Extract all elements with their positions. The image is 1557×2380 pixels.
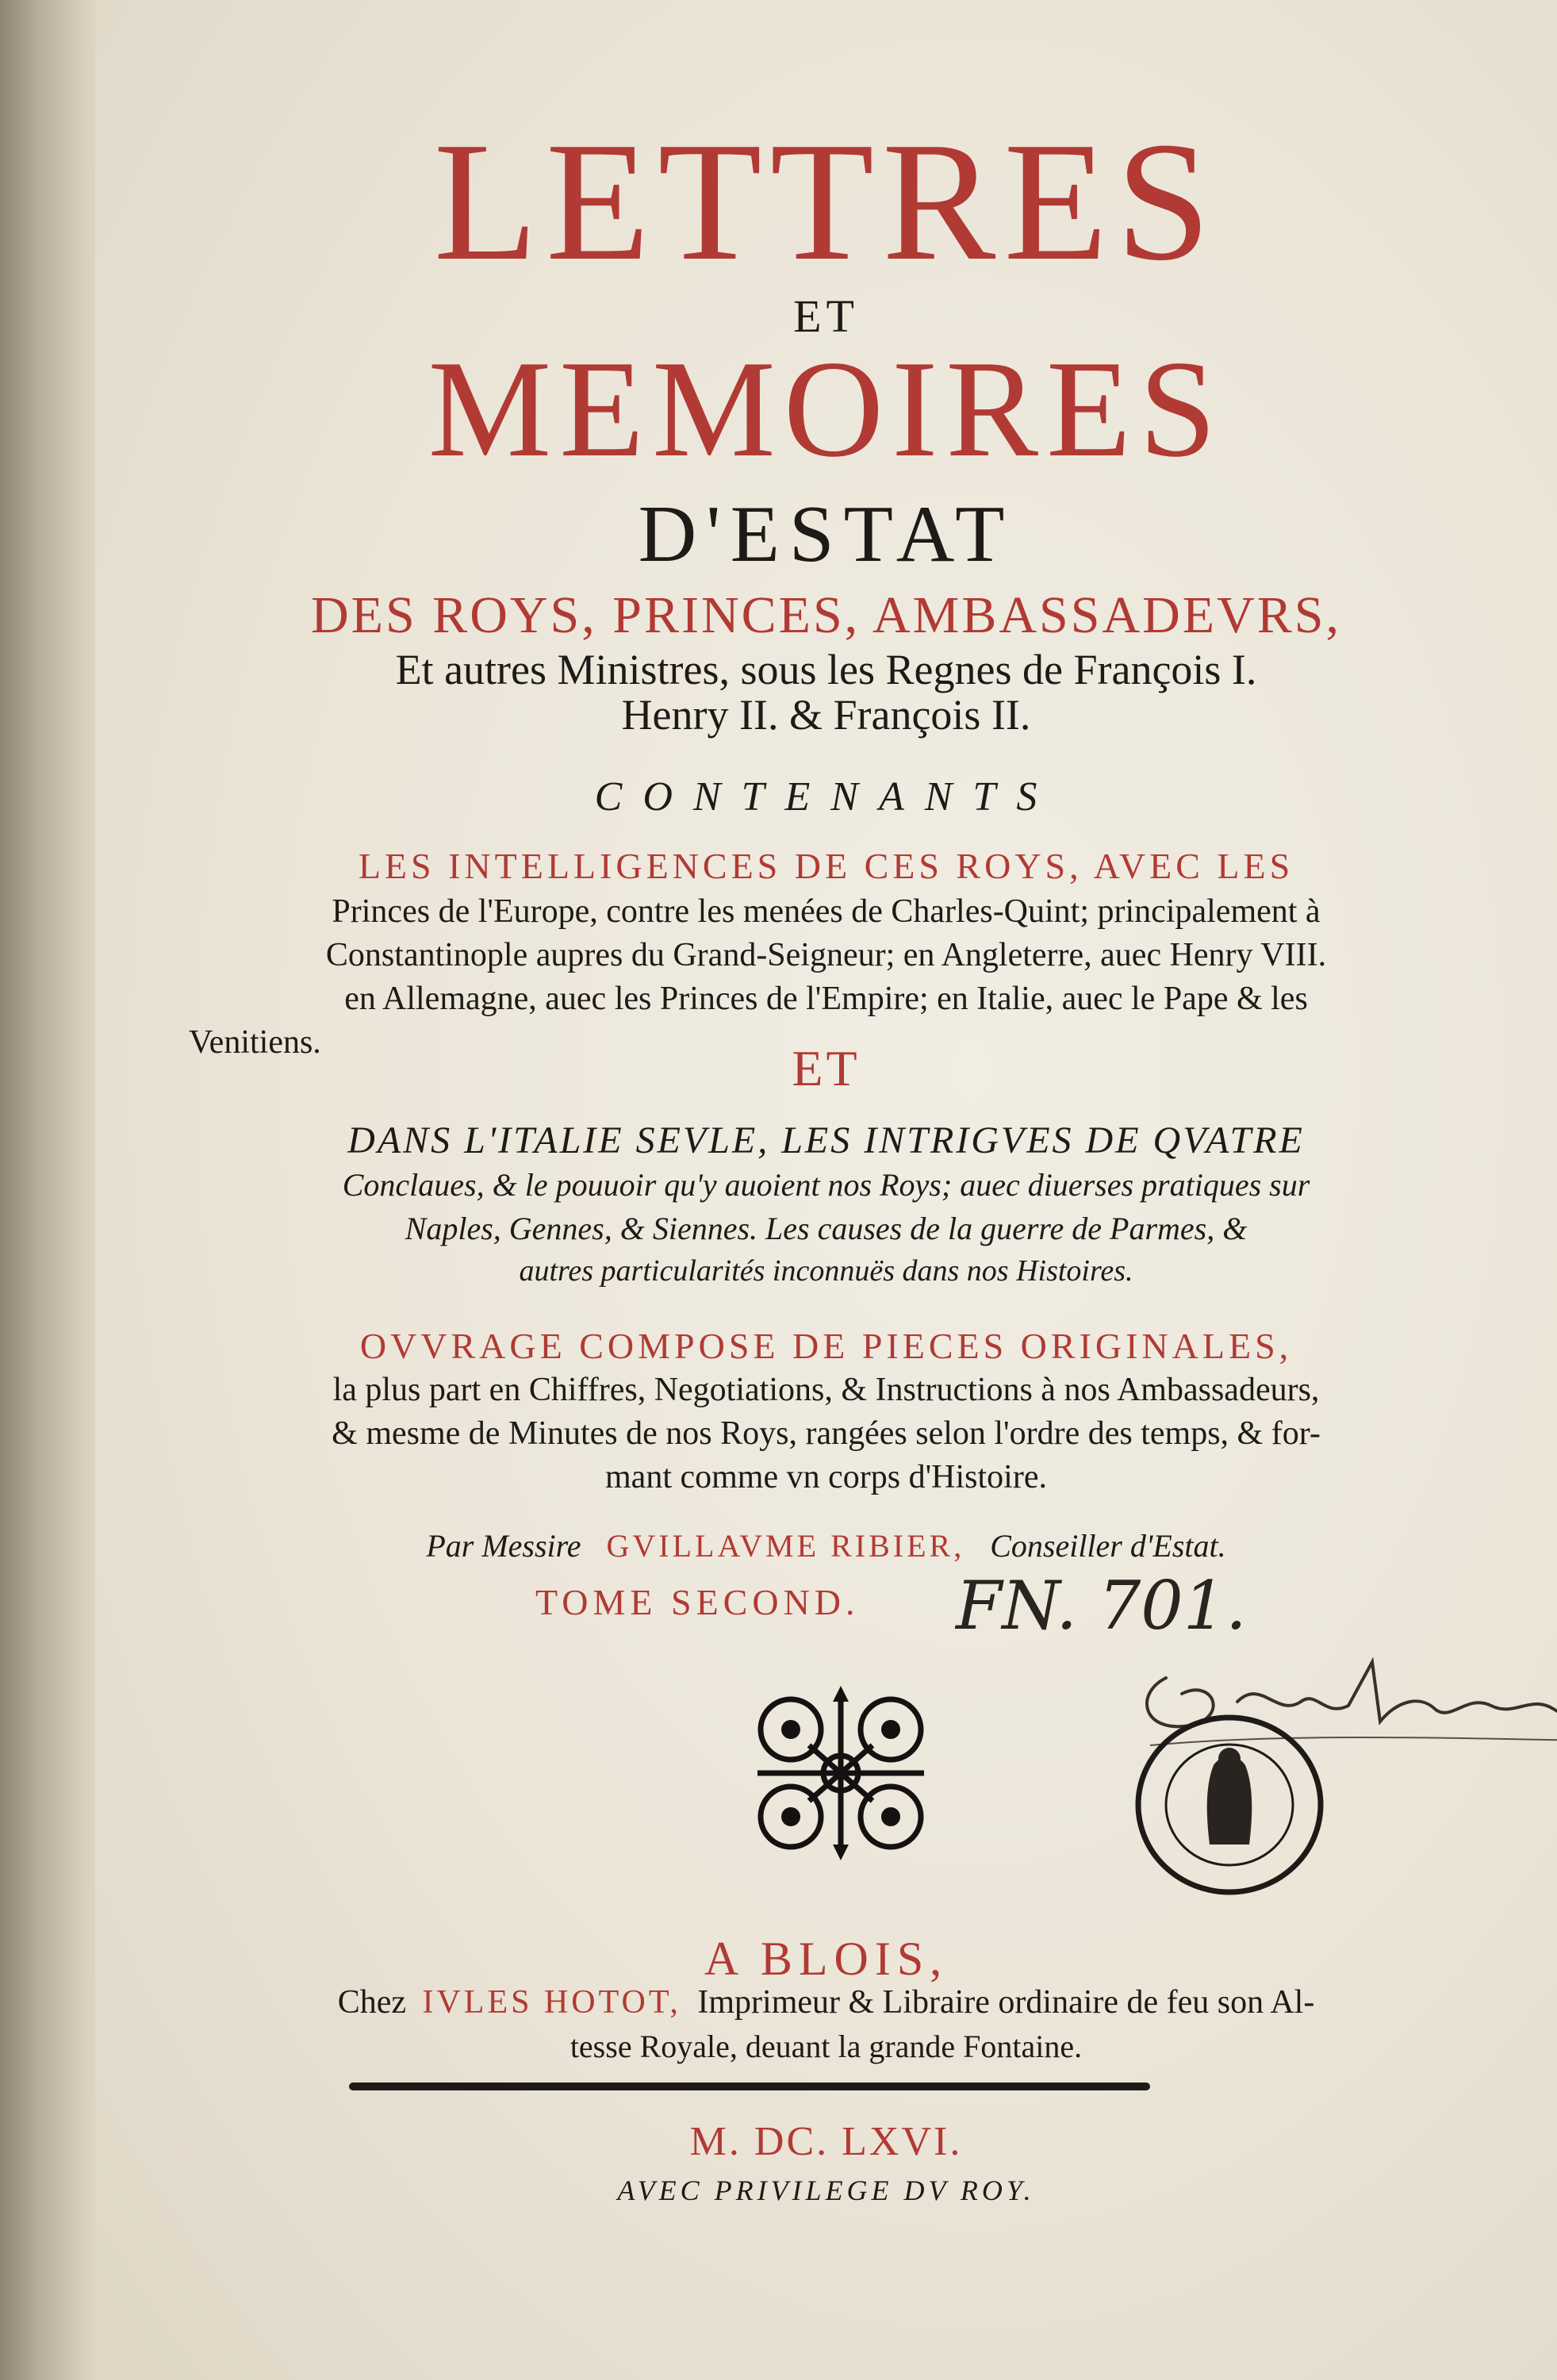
author-prefix: Par Messire <box>426 1528 581 1564</box>
italie-heading: DANS L'ITALIE SEVLE, LES INTRIGVES DE QVATRE <box>347 1119 1305 1161</box>
imprint-date: M. DC. LXVI. <box>689 2119 963 2164</box>
author-title: Conseiller d'Estat. <box>990 1528 1226 1564</box>
privilege-line: AVEC PRIVILEGE DV ROY. <box>617 2175 1035 2206</box>
subtitle-henry: Henry II. & François II. <box>621 691 1031 739</box>
subtitle-roys: DES ROYS, PRINCES, AMBASSADEVRS, <box>311 586 1341 644</box>
title-memoires: MEMOIRES <box>428 332 1225 486</box>
imprint-line-1-rest: Imprimeur & Libraire ordinaire de feu son Al- <box>697 1984 1315 2021</box>
italie-line-2: Conclaues, & le pouuoir qu'y auoient nos Roys; auec diuerses pratiques sur <box>342 1167 1310 1203</box>
imprint-printer: IVLES HOTOT, <box>422 1984 681 2021</box>
contents-line-2: Princes de l'Europe, contre les menées de Charles-Quint; principalement à <box>332 893 1321 930</box>
subtitle-ministres: Et autres Ministres, sous les Regnes de François I. <box>395 646 1257 693</box>
imprint-line-1 <box>95 1983 1557 2021</box>
title-et: ET <box>793 290 859 342</box>
tome-label: TOME SECOND. <box>535 1582 860 1622</box>
contents-intelligences: LES INTELLIGENCES DE CES ROYS, AVEC LES <box>358 846 1294 886</box>
imprint-chez: Chez <box>337 1984 406 2021</box>
shelfmark-handwritten: FN. 701. <box>956 1567 1247 1645</box>
author-line <box>95 1527 1557 1564</box>
ouvrage-line-2: la plus part en Chiffres, Negotiations, & Instructions à nos Ambassadeurs, <box>332 1372 1320 1408</box>
title-destat: D'ESTAT <box>638 489 1014 579</box>
contents-line-3: Constantinople aupres du Grand-Seigneur; en Angleterre, auec Henry VIII. <box>325 937 1327 973</box>
ouvrage-line-4: mant comme vn corps d'Histoire. <box>605 1459 1047 1495</box>
italie-line-3: Naples, Gennes, & Siennes. Les causes de la guerre de Parmes, & <box>405 1211 1248 1246</box>
ouvrage-line-3: & mesme de Minutes de nos Roys, rangées selon l'ordre des temps, & for- <box>332 1415 1321 1452</box>
horizontal-rule <box>349 2082 1150 2090</box>
printer-ornament <box>742 1686 940 1860</box>
italie-line-4: autres particularités inconnuës dans nos Histoires. <box>519 1254 1133 1288</box>
et-divider: ET <box>792 1040 861 1096</box>
imprint-line-2: tesse Royale, deuant la grande Fontaine. <box>569 2029 1083 2064</box>
title-lettres: LETTRES <box>433 106 1219 296</box>
imprint-city: A BLOIS, <box>704 1933 949 1985</box>
contents-heading: CONTENANTS <box>594 774 1058 820</box>
library-stamp <box>1130 1710 1329 1900</box>
contents-line-5: Venitiens. <box>189 1024 321 1061</box>
title-page <box>95 0 1557 2380</box>
ouvrage-heading: OVVRAGE COMPOSE DE PIECES ORIGINALES, <box>359 1326 1293 1366</box>
contents-line-4: en Allemagne, auec les Princes de l'Empire; en Italie, auec le Pape & les <box>344 981 1308 1017</box>
author-name: GVILLAVME RIBIER, <box>606 1528 965 1564</box>
